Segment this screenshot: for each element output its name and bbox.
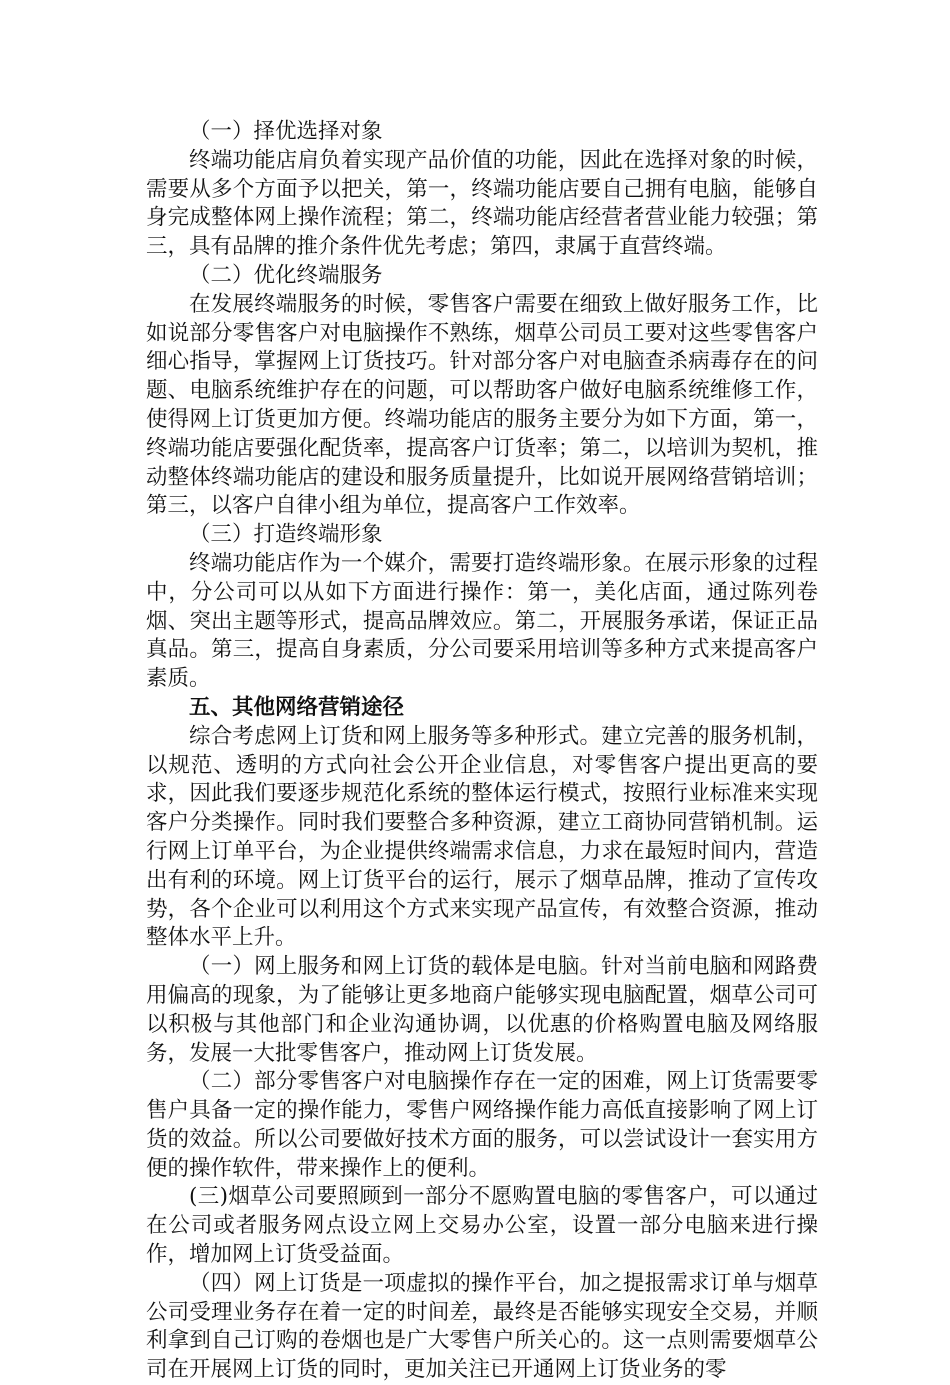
subheading-select-targets: （一）择优选择对象 <box>189 119 383 144</box>
paragraph-point-1: （一）网上服务和网上订货的载体是电脑。针对当前电脑和网路费用偏高的现象，为了能够让更多地商户能够实现电脑配置，烟草公司可以积极与其他部门和企业沟通协调，以优惠的价格购置电脑及网络服务，发展一大批零售客户，推动网上订货发展。 <box>146 954 818 1066</box>
document-body <box>146 118 818 1385</box>
section-title-other-channels: 五、其他网络营销途径 <box>189 694 405 720</box>
paragraph-select-criteria: 终端功能店肩负着实现产品价值的功能，因此在选择对象的时候，需要从多个方面予以把关，第一，终端功能店要自己拥有电脑，能够自身完成整体网上操作流程；第二，终端功能店经营者营业能力较强；第三，具有品牌的推介条件优先考虑；第四，隶属于直营终端。 <box>146 147 818 260</box>
paragraph-image-details: 终端功能店作为一个媒介，需要打造终端形象。在展示形象的过程中，分公司可以从如下方面进行操作：第一，美化店面，通过陈列卷烟、突出主题等形式，提高品牌效应。第二，开展服务承诺，保证正品真品。第三，提高自身素质，分公司要采用培训等多种方式来提高客户素质。 <box>146 550 818 692</box>
subheading-build-image: （三）打造终端形象 <box>189 522 383 548</box>
paragraph-other-channels-intro: 综合考虑网上订货和网上服务等多种形式。建立完善的服务机制，以规范、透明的方式向社会公开企业信息，对零售客户提出更高的要求，因此我们要逐步规范化系统的整体运行模式，按照行业标准来实现客户分类操作。同时我们要整合多种资源，建立工商协同营销机制。运行网上订单平台，为企业提供终端需求信息，力求在最短时间内，营造出有利的环境。网上订货平台的运行，展示了烟草品牌，推动了宣传攻势，各个企业可以利用这个方式来实现产品宣传，有效整合资源，推动整体水平上升。 <box>146 723 818 951</box>
subheading-optimize-service: （二）优化终端服务 <box>189 262 383 288</box>
paragraph-service-details: 在发展终端服务的时候，零售客户需要在细致上做好服务工作，比如说部分零售客户对电脑操作不熟练，烟草公司员工要对这些零售客户细心指导，掌握网上订货技巧。针对部分客户对电脑查杀病毒存在的问题、电脑系统维护存在的问题，可以帮助客户做好电脑系统维修工作，使得网上订货更加方便。终端功能店的服务主要分为如下方面，第一，终端功能店要强化配货率，提高客户订货率；第二，以培训为契机，推动整体终端功能店的建设和服务质量提升，比如说开展网络营销培训；第三，以客户自律小组为单位，提高客户工作效率。 <box>146 291 818 519</box>
paragraph-point-2: （二）部分零售客户对电脑操作存在一定的困难，网上订货需要零售户具备一定的操作能力，零售户网络操作能力高低直接影响了网上订货的效益。所以公司要做好技术方面的服务，可以尝试设计一套实用方便的操作软件，带来操作上的便利。 <box>146 1069 818 1181</box>
paragraph-point-4: （四）网上订货是一项虚拟的操作平台，加之提报需求订单与烟草公司受理业务存在着一定的时间差，最终是否能够实现安全交易，并顺利拿到自己订购的卷烟也是广大零售户所关心的。这一点则需要烟草公司在开展网上订货的同时，更加关注已开通网上订货业务的零 <box>146 1270 818 1383</box>
paragraph-point-3: (三)烟草公司要照顾到一部分不愿购置电脑的零售客户，可以通过在公司或者服务网点设立网上交易办公室，设置一部分电脑来进行操作，增加网上订货受益面。 <box>146 1184 818 1268</box>
